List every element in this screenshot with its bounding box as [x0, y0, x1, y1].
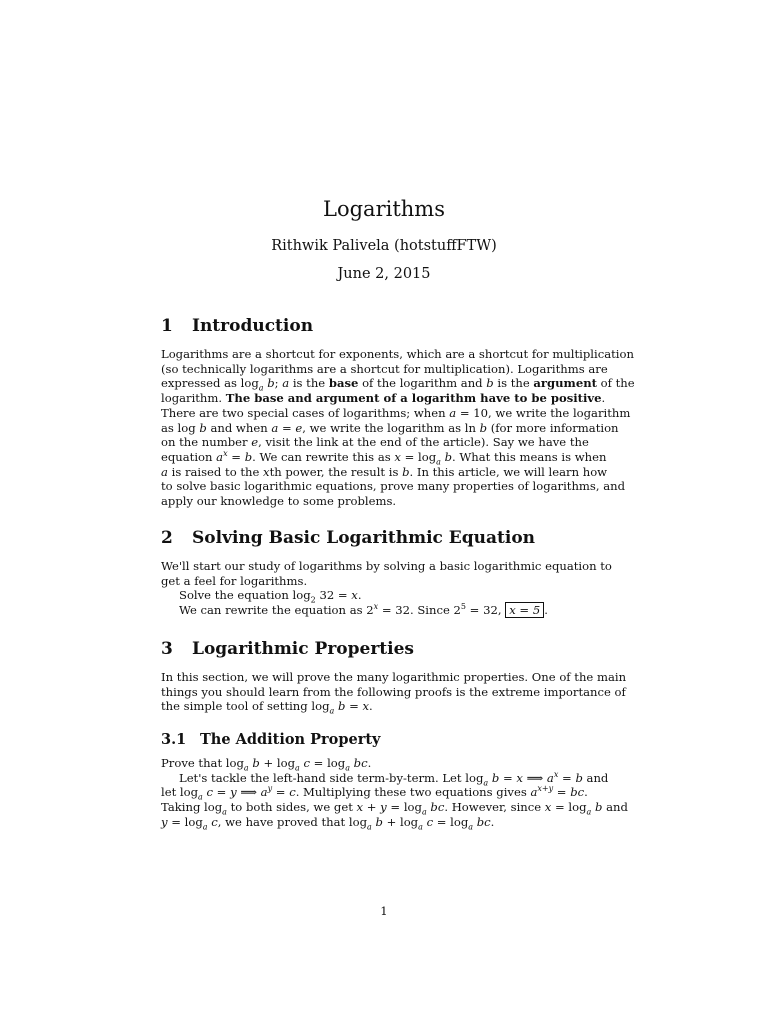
section-heading-introduction: [161, 316, 607, 336]
section-title: Introduction: [192, 316, 314, 336]
text-line: on the number e, visit the link at the end of the article). Say we have the: [161, 435, 589, 450]
date-line: June 2, 2015: [337, 266, 431, 282]
text-line: We'll start our study of logarithms by solving a basic logarithmic equation to: [161, 559, 612, 573]
text-line: Solve the equation $\log_2 32 = x$.: [179, 588, 362, 605]
subsection-number: 3.1: [161, 731, 187, 748]
text-line: a is raised to the xth power, the result is b. In this article, we will learn how: [161, 464, 608, 479]
section-title: Logarithmic Properties: [192, 639, 414, 659]
subsection-heading-addition: [161, 731, 607, 749]
text-line: to solve basic logarithmic equations, prove many properties of logarithms, and: [161, 479, 626, 494]
introduction-paragraph: [161, 347, 635, 509]
solving-paragraph: [161, 559, 612, 618]
text-line: the simple tool of setting $\log_a b = x$.: [161, 699, 373, 716]
emphasis-text: The base and argument of a logarithm have to be positive: [225, 391, 602, 406]
section-number: 2: [161, 528, 173, 548]
text-line: logarithm. The base and argument of a logarithm have to be positive.: [161, 391, 606, 406]
subsection-title: The Addition Property: [200, 731, 381, 748]
text-line: Taking $\log_a$ to both sides, we get $x + y = \log_a$ bc. However, since $x = \log_a b$ and: [161, 800, 628, 817]
text-line: Logarithms are a shortcut for exponents, which are a shortcut for multiplication: [161, 347, 634, 361]
text-line: let $\log_a c = y$ ⟹ $a^y = c$. Multiplying these two equations gives $a^{x+y}$ = bc.: [161, 784, 588, 802]
text-line: (so technically logarithms are a shortcut for multiplication). Logarithms are: [161, 361, 608, 376]
text-line: We can rewrite the equation as $2^x = 32$. Since $2^5 = 32$, x = 5 .: [179, 602, 548, 618]
text-line: get a feel for logarithms.: [161, 573, 308, 588]
section-heading-properties: [161, 639, 607, 659]
boxed-answer: x = 5: [505, 602, 544, 618]
section-number: 3: [161, 639, 173, 659]
addition-paragraph: [161, 756, 628, 832]
section-number: 1: [161, 316, 173, 336]
text-line: $y = \log_a c$, we have proved that $\log_a b + \log_a c = \log_a$ bc.: [161, 814, 495, 832]
text-line: There are two special cases of logarithms; when a = 10, we write the logarithm: [161, 405, 631, 420]
text-line: Prove that $\log_a b + \log_a c = \log_a$ bc.: [161, 756, 372, 773]
text-line: equation $a^x = b$. We can rewrite this as $x = \log_a b$. What this means is when: [161, 449, 607, 467]
page-number: 1: [380, 904, 388, 918]
text-line: as log b and when a = e, we write the logarithm as ln b (for more information: [161, 420, 619, 435]
text-line: In this section, we will prove the many logarithmic properties. One of the main: [161, 670, 627, 684]
paper-title: Logarithms: [323, 197, 445, 221]
text-line: things you should learn from the following proofs is the extreme importance of: [161, 684, 626, 699]
text-line: apply our knowledge to some problems.: [161, 494, 397, 509]
text-line: Let's tackle the left-hand side term-by-term. Let $\log_a b = x$ ⟹ $a^x = b$ and: [179, 769, 609, 788]
properties-paragraph: [161, 670, 627, 716]
section-heading-solving: [161, 528, 607, 548]
text-line: expressed as $\log_a b$; a is the base of the logarithm and b is the argument of the: [161, 376, 635, 393]
section-title: Solving Basic Logarithmic Equation: [192, 528, 536, 548]
author-line: Rithwik Palivela (hotstuffFTW): [271, 238, 497, 254]
